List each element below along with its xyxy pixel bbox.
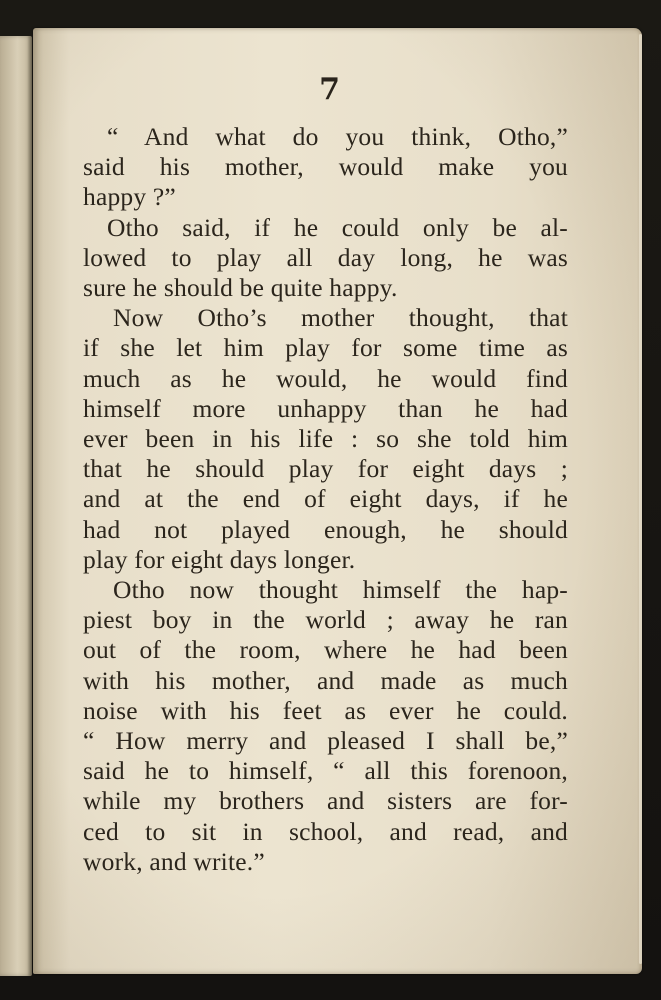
text-line: said he to himself, “ all this forenoon, xyxy=(83,756,568,786)
page-text xyxy=(83,122,568,877)
text-line: happy ?” xyxy=(83,182,176,212)
text-line: lowed to play all day long, he was xyxy=(83,242,568,272)
text-line: with his mother, and made as much xyxy=(83,665,568,695)
facing-page-edge xyxy=(0,36,32,976)
text-line: work, and write.” xyxy=(83,846,265,876)
text-line: and at the end of eight days, if he xyxy=(83,484,568,514)
text-line: much as he would, he would find xyxy=(83,363,568,393)
text-line: himself more unhappy than he had xyxy=(83,393,568,423)
book-page xyxy=(33,28,642,974)
text-line: play for eight days longer. xyxy=(83,544,356,574)
text-line: “ And what do you think, Otho,” xyxy=(107,122,568,151)
text-line: while my brothers and sisters are for- xyxy=(83,786,568,816)
text-line: piest boy in the world ; away he ran xyxy=(83,605,568,635)
text-line: Otho now thought himself the hap- xyxy=(113,575,568,605)
page-number: 7 xyxy=(319,72,340,107)
text-line: that he should play for eight days ; xyxy=(83,454,568,484)
text-line: had not played enough, he should xyxy=(83,514,568,544)
text-line: Now Otho’s mother thought, that xyxy=(113,303,568,333)
text-line: “ How merry and pleased I shall be,” xyxy=(83,726,568,756)
text-line: said his mother, would make you xyxy=(83,152,568,182)
text-line: ced to sit in school, and read, and xyxy=(83,816,568,846)
text-line: out of the room, where he had been xyxy=(83,635,568,665)
text-line: Otho said, if he could only be al- xyxy=(107,212,568,242)
text-line: ever been in his life : so she told him xyxy=(83,424,568,454)
text-line: noise with his feet as ever he could. xyxy=(83,695,568,725)
text-line: sure he should be quite happy. xyxy=(83,273,398,303)
text-line: if she let him play for some time as xyxy=(83,333,568,363)
